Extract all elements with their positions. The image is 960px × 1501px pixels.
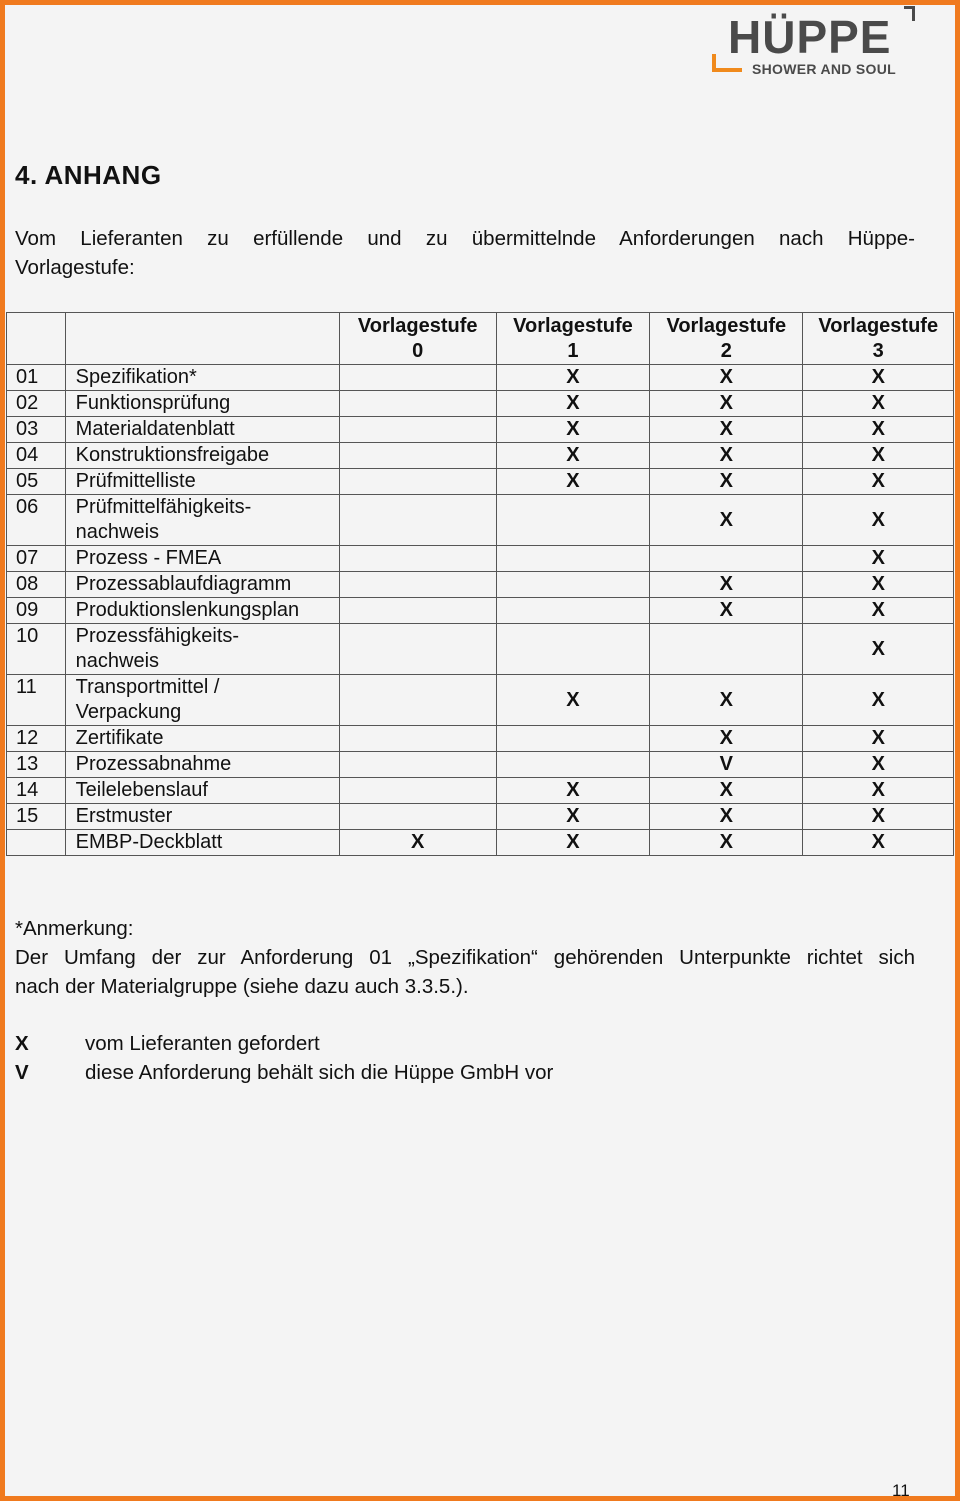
table-row bbox=[7, 546, 954, 572]
requirement-name-line: Materialdatenblatt bbox=[75, 418, 235, 440]
mark-stufe-2 bbox=[650, 546, 803, 572]
requirement-name-line: Erstmuster bbox=[75, 805, 173, 827]
requirement-name-line: Teilelebenslauf bbox=[75, 779, 208, 801]
requirement-name bbox=[65, 675, 339, 726]
requirement-name bbox=[65, 726, 339, 752]
requirement-name-line: Prüfmittelliste bbox=[75, 470, 196, 492]
table-row bbox=[7, 624, 954, 675]
row-number: 11 bbox=[7, 675, 66, 726]
requirement-name bbox=[65, 572, 339, 598]
requirement-name bbox=[65, 469, 339, 495]
legend bbox=[15, 1029, 553, 1087]
table-row bbox=[7, 443, 954, 469]
mark-stufe-3: X bbox=[803, 624, 954, 675]
requirement-name bbox=[65, 391, 339, 417]
row-number: 08 bbox=[7, 572, 66, 598]
row-number: 05 bbox=[7, 469, 66, 495]
mark-stufe-3: X bbox=[803, 778, 954, 804]
requirement-name-line: Zertifikate bbox=[75, 727, 164, 749]
requirement-name-line: nachweis bbox=[75, 521, 160, 543]
intro-line-2: Vorlagestufe: bbox=[15, 256, 135, 279]
header-level: 2 bbox=[720, 340, 732, 362]
row-number: 04 bbox=[7, 443, 66, 469]
requirement-name bbox=[65, 365, 339, 391]
note-line-1: Der Umfang der zur Anforderung 01 „Spezifikation“ gehörenden Unterpunkte richtet sich bbox=[15, 946, 915, 969]
mark-stufe-0 bbox=[339, 546, 496, 572]
mark-stufe-2: X bbox=[650, 469, 803, 495]
mark-stufe-1: X bbox=[496, 417, 649, 443]
mark-stufe-1 bbox=[496, 624, 649, 675]
table-row bbox=[7, 675, 954, 726]
requirement-name bbox=[65, 417, 339, 443]
table-row bbox=[7, 598, 954, 624]
mark-stufe-1 bbox=[496, 546, 649, 572]
header-level: 0 bbox=[412, 340, 424, 362]
header-name bbox=[65, 313, 339, 365]
mark-stufe-3: X bbox=[803, 365, 954, 391]
mark-stufe-1 bbox=[496, 598, 649, 624]
requirement-name bbox=[65, 778, 339, 804]
mark-stufe-3: X bbox=[803, 391, 954, 417]
mark-stufe-2: X bbox=[650, 572, 803, 598]
mark-stufe-0 bbox=[339, 624, 496, 675]
mark-stufe-2: X bbox=[650, 830, 803, 856]
header-stufe-2 bbox=[650, 313, 803, 365]
mark-stufe-2: X bbox=[650, 443, 803, 469]
requirement-name bbox=[65, 830, 339, 856]
mark-stufe-3: X bbox=[803, 830, 954, 856]
mark-stufe-1: X bbox=[496, 804, 649, 830]
header-label: Vorlagestufe bbox=[513, 315, 633, 337]
table-body bbox=[7, 365, 954, 856]
legend-symbol: V bbox=[15, 1061, 29, 1084]
page-number: 11 bbox=[892, 1481, 910, 1500]
mark-stufe-0 bbox=[339, 778, 496, 804]
mark-stufe-3: X bbox=[803, 469, 954, 495]
requirement-name-line: Funktionsprüfung bbox=[75, 392, 231, 414]
mark-stufe-3: X bbox=[803, 598, 954, 624]
requirement-name-line: Verpackung bbox=[75, 701, 182, 723]
logo-tagline: SHOWER AND SOUL bbox=[752, 61, 896, 77]
row-number: 09 bbox=[7, 598, 66, 624]
logo-wordmark: HÜPPE bbox=[728, 11, 892, 63]
mark-stufe-0 bbox=[339, 675, 496, 726]
note-line-2: nach der Materialgruppe (siehe dazu auch 3.3.5.). bbox=[15, 975, 469, 998]
row-number: 14 bbox=[7, 778, 66, 804]
row-number: 10 bbox=[7, 624, 66, 675]
requirement-name bbox=[65, 752, 339, 778]
mark-stufe-1 bbox=[496, 495, 649, 546]
row-number bbox=[7, 830, 66, 856]
row-number: 13 bbox=[7, 752, 66, 778]
header-stufe-1 bbox=[496, 313, 649, 365]
requirement-name-line: nachweis bbox=[75, 650, 160, 672]
table-row bbox=[7, 495, 954, 546]
mark-stufe-2: X bbox=[650, 726, 803, 752]
mark-stufe-0 bbox=[339, 443, 496, 469]
mark-stufe-0 bbox=[339, 391, 496, 417]
intro-line-1: Vom Lieferanten zu erfüllende und zu übermittelnde Anforderungen nach Hüppe- bbox=[15, 227, 915, 250]
mark-stufe-0 bbox=[339, 752, 496, 778]
mark-stufe-2: X bbox=[650, 675, 803, 726]
row-number: 03 bbox=[7, 417, 66, 443]
requirement-name-line: Prozess - FMEA bbox=[75, 547, 222, 569]
requirement-name-line: Prüfmittelfähigkeits- bbox=[75, 496, 252, 518]
requirement-name-line: EMBP-Deckblatt bbox=[75, 831, 223, 853]
row-number: 12 bbox=[7, 726, 66, 752]
mark-stufe-0 bbox=[339, 469, 496, 495]
requirement-name-line: Spezifikation* bbox=[75, 366, 197, 388]
mark-stufe-1 bbox=[496, 726, 649, 752]
requirement-name-line: Produktionslenkungsplan bbox=[75, 599, 300, 621]
legend-text: vom Lieferanten gefordert bbox=[85, 1032, 320, 1055]
mark-stufe-2: X bbox=[650, 495, 803, 546]
mark-stufe-3: X bbox=[803, 572, 954, 598]
mark-stufe-1: X bbox=[496, 443, 649, 469]
row-number: 01 bbox=[7, 365, 66, 391]
mark-stufe-3: X bbox=[803, 726, 954, 752]
mark-stufe-0 bbox=[339, 598, 496, 624]
mark-stufe-0 bbox=[339, 417, 496, 443]
table-row bbox=[7, 365, 954, 391]
mark-stufe-2 bbox=[650, 624, 803, 675]
mark-stufe-3: X bbox=[803, 417, 954, 443]
header-label: Vorlagestufe bbox=[666, 315, 787, 337]
mark-stufe-0 bbox=[339, 726, 496, 752]
row-number: 15 bbox=[7, 804, 66, 830]
mark-stufe-3: X bbox=[803, 752, 954, 778]
mark-stufe-0 bbox=[339, 804, 496, 830]
table-row bbox=[7, 752, 954, 778]
requirement-name-line: Konstruktionsfreigabe bbox=[75, 444, 270, 466]
requirement-name bbox=[65, 495, 339, 546]
mark-stufe-1: X bbox=[496, 469, 649, 495]
requirement-name-line: Transportmittel / bbox=[75, 676, 220, 698]
requirement-name-line: Prozessfähigkeits- bbox=[75, 625, 240, 647]
requirement-name-line: Prozessabnahme bbox=[75, 753, 232, 775]
mark-stufe-3: X bbox=[803, 495, 954, 546]
mark-stufe-0 bbox=[339, 572, 496, 598]
table-row bbox=[7, 778, 954, 804]
requirement-name bbox=[65, 624, 339, 675]
table-row bbox=[7, 830, 954, 856]
note-title: *Anmerkung: bbox=[15, 917, 134, 940]
mark-stufe-1 bbox=[496, 752, 649, 778]
table-row bbox=[7, 726, 954, 752]
mark-stufe-2: X bbox=[650, 365, 803, 391]
requirements-table bbox=[6, 312, 954, 856]
mark-stufe-0 bbox=[339, 495, 496, 546]
legend-item bbox=[15, 1058, 553, 1087]
mark-stufe-2: X bbox=[650, 417, 803, 443]
row-number: 02 bbox=[7, 391, 66, 417]
mark-stufe-3: X bbox=[803, 546, 954, 572]
header-label: Vorlagestufe bbox=[818, 315, 939, 337]
table-header-row bbox=[7, 313, 954, 365]
section-heading: 4. ANHANG bbox=[15, 160, 162, 190]
header-label: Vorlagestufe bbox=[357, 315, 478, 337]
header-nr bbox=[7, 313, 66, 365]
header-stufe-3 bbox=[803, 313, 954, 365]
requirement-name bbox=[65, 443, 339, 469]
table-row bbox=[7, 417, 954, 443]
table-row bbox=[7, 572, 954, 598]
legend-item bbox=[15, 1029, 553, 1058]
mark-stufe-2: X bbox=[650, 778, 803, 804]
huppe-logo bbox=[708, 6, 918, 82]
row-number: 07 bbox=[7, 546, 66, 572]
header-level: 3 bbox=[872, 340, 884, 362]
requirement-name-line: Prozessablaufdiagramm bbox=[75, 573, 292, 595]
mark-stufe-1: X bbox=[496, 675, 649, 726]
row-number: 06 bbox=[7, 495, 66, 546]
mark-stufe-3: X bbox=[803, 443, 954, 469]
mark-stufe-3: X bbox=[803, 804, 954, 830]
mark-stufe-3: X bbox=[803, 675, 954, 726]
table-row bbox=[7, 804, 954, 830]
requirement-name bbox=[65, 546, 339, 572]
mark-stufe-0 bbox=[339, 365, 496, 391]
requirement-name bbox=[65, 804, 339, 830]
legend-symbol: X bbox=[15, 1032, 29, 1055]
mark-stufe-1: X bbox=[496, 391, 649, 417]
mark-stufe-1 bbox=[496, 572, 649, 598]
intro-paragraph bbox=[15, 224, 915, 282]
requirement-name bbox=[65, 598, 339, 624]
mark-stufe-2: X bbox=[650, 804, 803, 830]
header-stufe-0 bbox=[339, 313, 496, 365]
mark-stufe-1: X bbox=[496, 365, 649, 391]
mark-stufe-1: X bbox=[496, 830, 649, 856]
note-block bbox=[15, 914, 915, 1001]
table-row bbox=[7, 469, 954, 495]
mark-stufe-2: X bbox=[650, 598, 803, 624]
table-row bbox=[7, 391, 954, 417]
logo-corner-mark bbox=[904, 6, 915, 21]
header-level: 1 bbox=[567, 340, 579, 362]
mark-stufe-2: X bbox=[650, 391, 803, 417]
mark-stufe-2: V bbox=[650, 752, 803, 778]
mark-stufe-0: X bbox=[339, 830, 496, 856]
legend-text: diese Anforderung behält sich die Hüppe GmbH vor bbox=[85, 1061, 554, 1084]
mark-stufe-1: X bbox=[496, 778, 649, 804]
